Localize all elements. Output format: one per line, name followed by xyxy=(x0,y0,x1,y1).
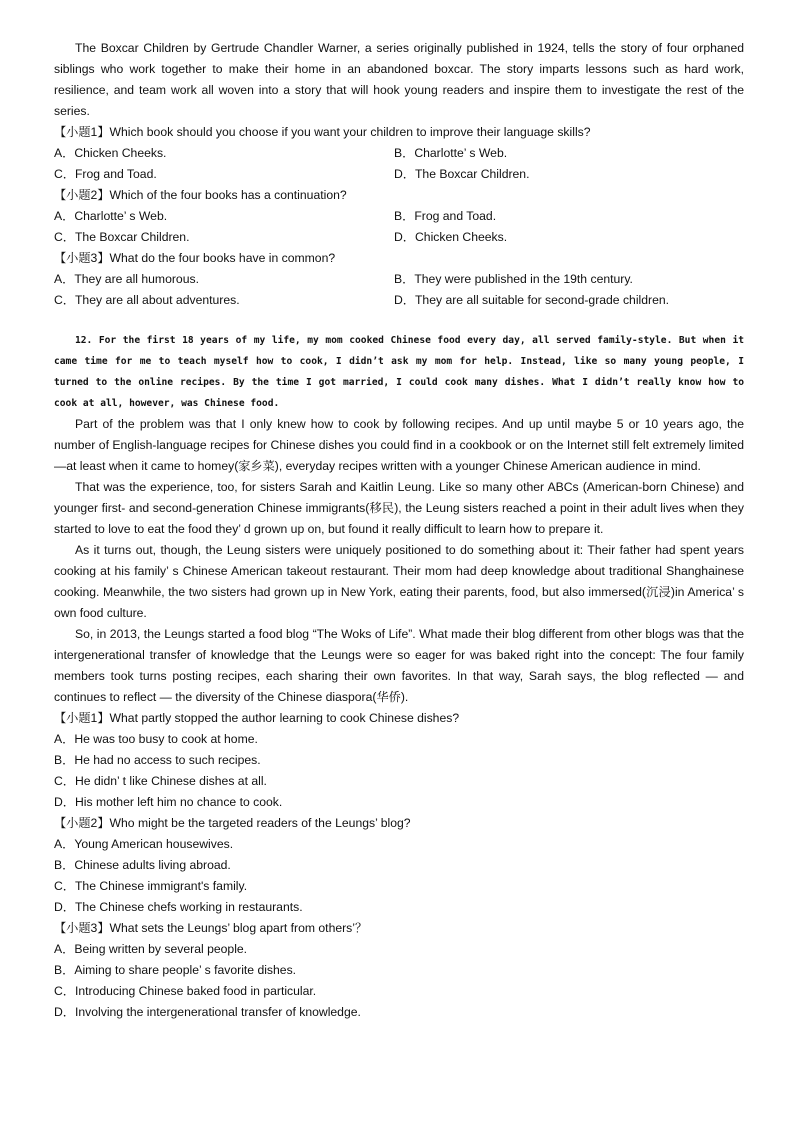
q2-3-option-c[interactable]: C．Introducing Chinese baked food in particular. xyxy=(54,984,317,998)
q2-3-option-a[interactable]: A．Being written by several people. xyxy=(54,942,248,956)
passage1-paragraph: The Boxcar Children by Gertrude Chandler Warner, a series originally published in 1924, tells the story of four orphaned siblings who work together to make their home in an abandoned boxcar. The story imparts lessons such as hard work, resilience, and team work all woven into a story that will hook young readers and inspire them to investigate the rest of the series. xyxy=(54,41,744,118)
q2-1-option-d[interactable]: D．His mother left him no chance to cook. xyxy=(54,795,283,809)
q1-3-option-a[interactable]: A．They are all humorous. xyxy=(54,272,199,286)
section-gap xyxy=(54,311,744,330)
q1-1-options-row2 xyxy=(54,164,744,185)
q1-3-options-row1 xyxy=(54,269,744,290)
passage2-paragraph-4: So, in 2013, the Leungs started a food blog “The Woks of Life”. What made their blog different from other blogs was that the intergenerational transfer of knowledge that the Leungs were so eager for was baked right into the concept: The four family members took turns posting recipes, each sharing their own favorites. In that way, Sarah says, the blog reflected — and continues to reflect — the diversity of the Chinese diaspora(华侨). xyxy=(54,627,744,704)
passage2-intro: 12. For the first 18 years of my life, my mom cooked Chinese food every day, all served family-style. But when it came time for me to teach myself how to cook, I didn’t ask my mom for help. Instead, like so many young people, I turned to the online recipes. By the time I got married, I could cook many dishes. What I didn’t really know how to cook at all, however, was Chinese food. xyxy=(54,335,744,409)
passage2-paragraph-2: That was the experience, too, for sisters Sarah and Kaitlin Leung. Like so many other ABCs (American-born Chinese) and younger first- and second-generation Chinese immigrants(移民), the Leung sisters reached a point in their adult lives when they started to love to eat the food they’ d grown up on, but found it really difficult to learn how to prepare it. xyxy=(54,480,744,536)
q1-3-option-d[interactable]: D．They are all suitable for second-grade children. xyxy=(394,293,670,307)
exam-page xyxy=(54,38,744,1023)
q2-3-option-b[interactable]: B．Aiming to share people’ s favorite dishes. xyxy=(54,963,297,977)
q1-3-stem: 【小题3】What do the four books have in common? xyxy=(54,251,336,265)
q1-2-option-a[interactable]: A．Charlotte’ s Web. xyxy=(54,209,168,223)
q1-1-options-row1 xyxy=(54,143,744,164)
q1-1-option-b[interactable]: B．Charlotte’ s Web. xyxy=(394,146,508,160)
q2-2-option-b[interactable]: B．Chinese adults living abroad. xyxy=(54,858,231,872)
q2-2-stem: 【小题2】Who might be the targeted readers of the Leungs’ blog? xyxy=(54,816,411,830)
q2-1-option-c[interactable]: C．He didn’ t like Chinese dishes at all. xyxy=(54,774,267,788)
q1-2-option-d[interactable]: D．Chicken Cheeks. xyxy=(394,230,508,244)
passage2-paragraph-1: Part of the problem was that I only knew how to cook by following recipes. And up until maybe 5 or 10 years ago, the number of English-language recipes for Chinese dishes you could find in a cookbook or on the Internet still felt extremely limited —at least when it came to homey(家乡菜), everyday recipes written with a younger Chinese American audience in mind. xyxy=(54,417,744,473)
questions1-block xyxy=(54,122,744,311)
q1-1-option-a[interactable]: A．Chicken Cheeks. xyxy=(54,146,167,160)
q1-2-option-c[interactable]: C．The Boxcar Children. xyxy=(54,230,190,244)
q2-2-option-d[interactable]: D．The Chinese chefs working in restaurants. xyxy=(54,900,303,914)
q2-1-option-b[interactable]: B．He had no access to such recipes. xyxy=(54,753,261,767)
q1-3-options-row2 xyxy=(54,290,744,311)
q1-2-options-row1 xyxy=(54,206,744,227)
q1-1-option-c[interactable]: C．Frog and Toad. xyxy=(54,167,157,181)
q1-2-option-b[interactable]: B．Frog and Toad. xyxy=(394,209,497,223)
q1-2-options-row2 xyxy=(54,227,744,248)
questions2-block xyxy=(54,708,744,1023)
q1-2-stem: 【小题2】Which of the four books has a continuation? xyxy=(54,188,347,202)
passage2-paragraph-3: As it turns out, though, the Leung sisters were uniquely positioned to do something about it: Their father had spent years cooking at his family’ s Chinese American takeout restaurant. Their mom had deep knowledge about traditional Shanghainese cooking. Meanwhile, the two sisters had grown up in New York, eating their parents, food, but also immersed(沉浸)in America’ s own food culture. xyxy=(54,543,744,620)
q2-3-option-d[interactable]: D．Involving the intergenerational transfer of knowledge. xyxy=(54,1005,361,1019)
q2-1-stem: 【小题1】What partly stopped the author learning to cook Chinese dishes? xyxy=(54,711,460,725)
q2-3-stem: 【小题3】What sets the Leungs’ blog apart from others’？ xyxy=(54,921,368,935)
q1-1-option-d[interactable]: D．The Boxcar Children. xyxy=(394,167,530,181)
q1-3-option-c[interactable]: C．They are all about adventures. xyxy=(54,293,240,307)
q1-3-option-b[interactable]: B．They were published in the 19th century. xyxy=(394,272,633,286)
q2-1-option-a[interactable]: A．He was too busy to cook at home. xyxy=(54,732,258,746)
q2-2-option-a[interactable]: A．Young American housewives. xyxy=(54,837,234,851)
q2-2-option-c[interactable]: C．The Chinese immigrant's family. xyxy=(54,879,248,893)
q1-1-stem: 【小题1】Which book should you choose if you want your children to improve their language skills? xyxy=(54,125,591,139)
